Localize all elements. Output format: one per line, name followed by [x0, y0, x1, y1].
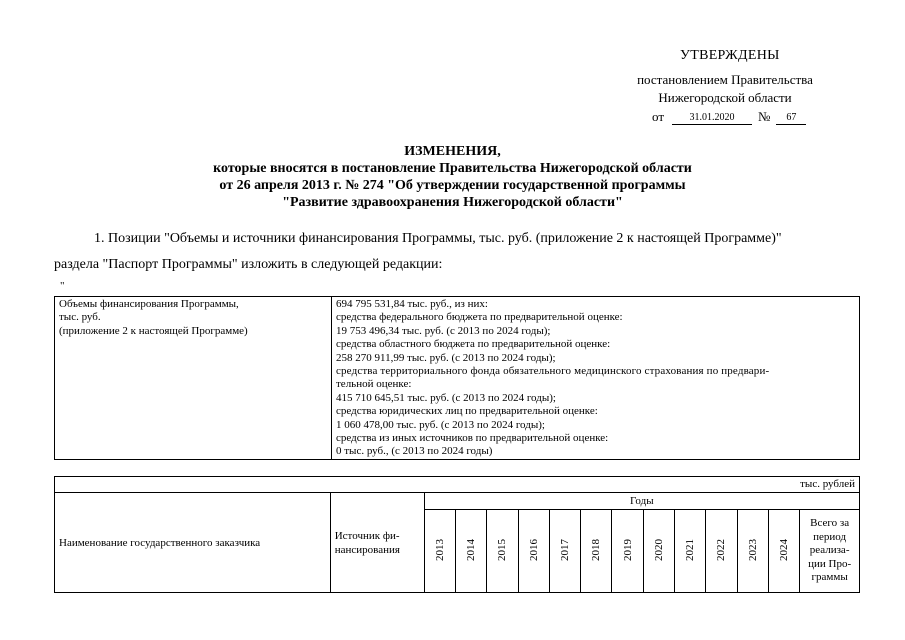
- year-label: 2016: [527, 538, 540, 561]
- total-header-line: период: [813, 530, 847, 543]
- total-header-line: ции Про-: [808, 557, 852, 570]
- heading-line-2: которые вносятся в постановление Правительства Нижегородской области: [213, 161, 692, 176]
- financing-value-line: средства юридических лиц по предварительной оценке:: [336, 405, 598, 418]
- financing-value-line: 415 710 645,51 тыс. руб. (с 2013 по 2024 годы);: [336, 391, 556, 404]
- year-cell: [455, 510, 486, 593]
- financing-value-line: 694 795 531,84 тыс. руб., из них:: [336, 298, 488, 310]
- total-header-line: Всего за: [810, 517, 850, 530]
- customer-header: Наименование государственного заказчика: [55, 493, 331, 593]
- year-cell: [675, 510, 706, 593]
- from-label: от: [652, 109, 665, 124]
- year-label: 2013: [433, 538, 446, 561]
- financing-table: [54, 296, 860, 460]
- year-cell: [549, 510, 580, 593]
- year-cell: [487, 510, 518, 593]
- year-cell: [581, 510, 612, 593]
- year-label: 2020: [652, 538, 665, 561]
- heading-line-4: "Развитие здравоохранения Нижегородской области": [282, 195, 623, 210]
- financing-value-line: 1 060 478,00 тыс. руб. (с 2013 по 2024 годы);: [336, 418, 545, 431]
- financing-label-line: (приложение 2 к настоящей Программе): [59, 324, 248, 337]
- year-cell: [612, 510, 643, 593]
- paragraph-line-1: 1. Позиции "Объемы и источники финансирования Программы, тыс. руб. (приложение 2 к настоящей Программе)": [94, 231, 782, 246]
- year-cell: [768, 510, 799, 593]
- approval-date-row: [652, 109, 806, 125]
- financing-value-line: средства федерального бюджета по предварительной оценке:: [336, 311, 623, 324]
- financing-value-line: средства из иных источников по предварительной оценке:: [336, 432, 609, 445]
- financing-value-line: 0 тыс. руб., (с 2013 по 2024 годы): [336, 445, 493, 458]
- quote-mark: ": [60, 280, 65, 292]
- year-cell: [643, 510, 674, 593]
- financing-label-line: Объемы финансирования Программы,: [59, 298, 239, 310]
- year-label: 2022: [715, 538, 728, 561]
- paragraph-line-2: раздела "Паспорт Программы" изложить в следующей редакции:: [54, 257, 443, 272]
- year-cell: [518, 510, 549, 593]
- financing-value-cell: [332, 297, 860, 460]
- approval-title: УТВЕРЖДЕНЫ: [680, 48, 780, 63]
- source-header: [330, 493, 424, 593]
- approval-line-1: постановлением Правительства: [637, 72, 813, 87]
- financing-label-line: тыс. руб.: [59, 311, 101, 324]
- year-label: 2021: [684, 538, 697, 561]
- approval-number: 67: [776, 112, 806, 125]
- years-table: [54, 492, 860, 593]
- financing-value-line: 19 753 496,34 тыс. руб. (с 2013 по 2024 годы);: [336, 324, 551, 337]
- financing-value-line: 258 270 911,99 тыс. руб. (с 2013 по 2024 годы);: [336, 351, 556, 364]
- source-header-line: Источник фи-: [334, 529, 400, 542]
- unit-label: тыс. рублей: [54, 476, 860, 492]
- approval-line-2: Нижегородской области: [658, 90, 792, 105]
- total-header-line: граммы: [811, 571, 848, 584]
- approval-date: 31.01.2020: [672, 112, 752, 125]
- year-cell: [737, 510, 768, 593]
- year-label: 2017: [558, 538, 571, 561]
- source-header-line: нансирования: [334, 543, 400, 556]
- year-label: 2014: [465, 538, 478, 561]
- years-header: Годы: [424, 493, 859, 510]
- year-label: 2018: [590, 538, 603, 561]
- financing-label-cell: [55, 297, 332, 460]
- total-header-line: реализа-: [809, 544, 850, 557]
- year-cell: [706, 510, 737, 593]
- heading-line-3: от 26 апреля 2013 г. № 274 "Об утверждении государственной программы: [219, 178, 686, 193]
- heading-title: ИЗМЕНЕНИЯ,: [404, 144, 501, 159]
- year-label: 2024: [778, 538, 791, 561]
- financing-value-line: тельной оценке:: [336, 378, 412, 391]
- year-label: 2019: [621, 538, 634, 561]
- year-label: 2023: [746, 538, 759, 561]
- year-label: 2015: [496, 538, 509, 561]
- year-cell: [424, 510, 455, 593]
- financing-value-line: средства территориального фонда обязательного медицинского страхования по предвари-: [336, 365, 770, 378]
- total-header: [800, 510, 860, 593]
- financing-value-line: средства областного бюджета по предварительной оценке:: [336, 338, 611, 351]
- number-label: №: [758, 109, 771, 124]
